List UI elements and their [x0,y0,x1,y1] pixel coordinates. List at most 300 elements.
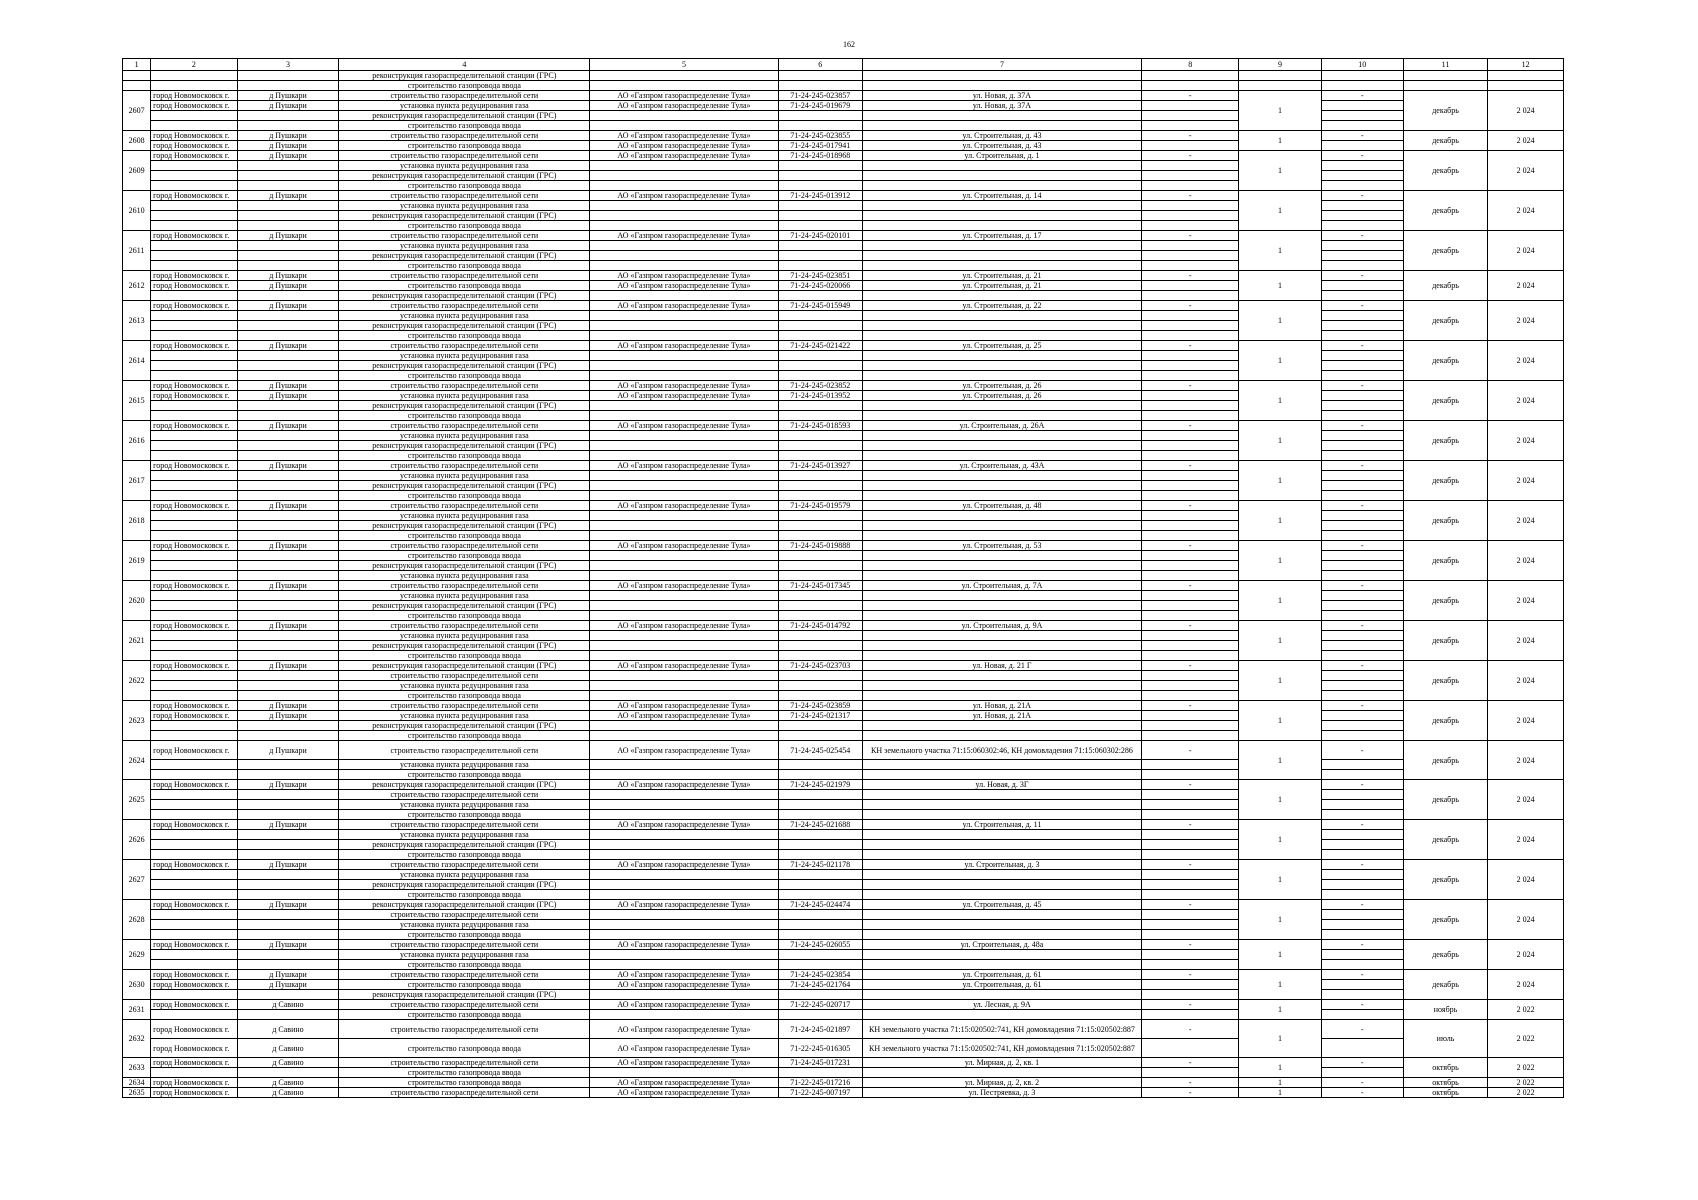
table-cell: 1 [1239,421,1321,461]
table-cell [862,321,1141,331]
table-cell: 71-24-245-021979 [778,780,862,790]
table-cell [1321,601,1403,611]
table-cell: АО «Газпром газораспределение Тула» [590,940,778,950]
table-cell [1321,641,1403,651]
table-cell [151,810,238,820]
table-row [123,1000,1564,1010]
table-cell [590,920,778,930]
table-cell: 2 024 [1488,501,1564,541]
table-cell [590,760,778,770]
table-cell: - [1142,1000,1239,1010]
table-cell [1142,790,1239,800]
table-cell: установка пункта редуцирования газа [339,571,590,581]
table-cell: д Пушкари [237,381,339,391]
table-cell: - [1321,701,1403,711]
table-cell [862,800,1141,810]
table-cell: город Новомосковск г. [151,461,238,471]
table-cell [862,1010,1141,1020]
table-row [123,111,1564,121]
table-cell: реконструкция газораспределительной станции (ГРС) [339,171,590,181]
table-cell [778,1010,862,1020]
table-cell: строительство газопровода ввода [339,261,590,271]
table-cell [151,331,238,341]
table-cell: строительство газораспределительной сети [339,461,590,471]
table-cell [151,760,238,770]
table-cell: д Пушкари [237,421,339,431]
table-cell: город Новомосковск г. [151,281,238,291]
table-cell: 1 [1239,970,1321,1000]
table-cell: 2612 [123,271,151,301]
table-cell: - [1142,581,1239,591]
table-cell: строительство газопровода ввода [339,1078,590,1088]
table-row [123,910,1564,920]
table-cell: 2 024 [1488,701,1564,741]
table-cell: - [1321,621,1403,631]
table-cell: 2625 [123,780,151,820]
table-cell: строительство газопровода ввода [339,531,590,541]
table-cell: 2617 [123,461,151,501]
table-cell [590,451,778,461]
table-cell: 71-24-245-017231 [778,1058,862,1068]
table-cell [1142,561,1239,571]
table-row [123,551,1564,561]
table-cell [778,591,862,601]
table-cell: АО «Газпром газораспределение Тула» [590,281,778,291]
table-cell [1239,71,1321,81]
table-cell: - [1321,301,1403,311]
table-cell: - [1142,940,1239,950]
table-row [123,890,1564,900]
table-cell [123,81,151,91]
table-cell: - [1321,151,1403,161]
table-cell: установка пункта редуцирования газа [339,800,590,810]
table-cell: город Новомосковск г. [151,1039,238,1058]
table-cell [1321,850,1403,860]
table-row [123,261,1564,271]
table-cell: город Новомосковск г. [151,421,238,431]
table-cell: ул. Строительная, д. 26А [862,421,1141,431]
table-cell: декабрь [1403,701,1487,741]
table-cell: - [1142,1088,1239,1098]
table-cell [237,201,339,211]
table-cell: АО «Газпром газораспределение Тула» [590,741,778,760]
registry-table [122,58,1564,1098]
table-cell: 71-24-245-013952 [778,391,862,401]
table-cell: 71-24-245-021688 [778,820,862,830]
table-cell: ул. Строительная, д. 43 [862,141,1141,151]
table-cell [1142,211,1239,221]
table-cell: город Новомосковск г. [151,741,238,760]
table-cell: - [1321,820,1403,830]
table-row [123,91,1564,101]
table-row [123,351,1564,361]
table-cell [778,770,862,780]
table-row [123,521,1564,531]
table-cell [862,211,1141,221]
table-cell: д Пушкари [237,301,339,311]
table-cell [1142,920,1239,930]
table-cell [237,721,339,731]
table-cell: 71-22-245-016305 [778,1039,862,1058]
table-cell [862,361,1141,371]
table-cell [151,81,238,91]
table-cell [151,441,238,451]
table-cell [862,691,1141,701]
table-cell [237,800,339,810]
table-cell: 71-24-245-023703 [778,661,862,671]
table-cell [778,950,862,960]
table-cell [1321,760,1403,770]
table-cell: 2 024 [1488,341,1564,381]
table-cell [590,840,778,850]
table-cell: - [1142,541,1239,551]
table-cell: АО «Газпром газораспределение Тула» [590,661,778,671]
table-row [123,1039,1564,1058]
table-cell: город Новомосковск г. [151,271,238,281]
table-cell [237,221,339,231]
table-cell [151,551,238,561]
table-cell [778,880,862,890]
table-row [123,830,1564,840]
table-cell: 1 [1239,1078,1321,1088]
table-cell [778,521,862,531]
table-cell: декабрь [1403,381,1487,421]
table-row [123,191,1564,201]
table-row [123,201,1564,211]
table-cell [862,161,1141,171]
table-cell [778,611,862,621]
table-cell: - [1321,271,1403,281]
table-cell: декабрь [1403,231,1487,271]
table-cell: 2609 [123,151,151,191]
table-cell: строительство газопровода ввода [339,1068,590,1078]
table-cell: строительство газопровода ввода [339,980,590,990]
table-cell [151,251,238,261]
table-cell: 71-24-245-021178 [778,860,862,870]
table-cell [237,451,339,461]
table-cell: строительство газораспределительной сети [339,741,590,760]
table-cell: - [1142,1078,1239,1088]
table-row [123,701,1564,711]
table-cell [151,681,238,691]
table-cell [778,800,862,810]
table-row [123,681,1564,691]
table-cell [862,251,1141,261]
table-cell: строительство газораспределительной сети [339,1088,590,1098]
table-cell [862,171,1141,181]
table-cell [1321,241,1403,251]
table-cell [237,441,339,451]
table-cell [1321,731,1403,741]
table-cell: 2 024 [1488,661,1564,701]
table-row [123,401,1564,411]
table-cell [1142,870,1239,880]
table-cell [237,611,339,621]
table-cell [1142,511,1239,521]
table-cell: ул. Строительная, д. 25 [862,341,1141,351]
table-row [123,391,1564,401]
table-cell [1142,681,1239,691]
table-cell: строительство газопровода ввода [339,141,590,151]
table-cell: город Новомосковск г. [151,940,238,950]
table-cell [862,201,1141,211]
table-row [123,171,1564,181]
table-cell [590,731,778,741]
table-cell: АО «Газпром газораспределение Тула» [590,970,778,980]
table-cell [590,411,778,421]
table-cell: 2 024 [1488,860,1564,900]
table-cell: декабрь [1403,421,1487,461]
table-cell [151,351,238,361]
table-cell [1142,611,1239,621]
table-cell [590,431,778,441]
table-cell: - [1321,780,1403,790]
table-cell: реконструкция газораспределительной станции (ГРС) [339,780,590,790]
table-cell [1321,721,1403,731]
table-cell [590,910,778,920]
table-cell: 2614 [123,341,151,381]
table-cell: АО «Газпром газораспределение Тула» [590,820,778,830]
table-cell: - [1142,780,1239,790]
table-cell: реконструкция газораспределительной станции (ГРС) [339,481,590,491]
table-cell: - [1142,501,1239,511]
table-cell: декабрь [1403,581,1487,621]
table-cell: строительство газораспределительной сети [339,820,590,830]
table-cell: 1 [1239,151,1321,191]
table-cell [1321,770,1403,780]
table-row [123,1058,1564,1068]
table-cell: д Пушкари [237,860,339,870]
table-cell: - [1321,381,1403,391]
table-cell: ноябрь [1403,1000,1487,1020]
table-cell [237,731,339,741]
table-cell [778,531,862,541]
table-cell [1321,800,1403,810]
table-cell: реконструкция газораспределительной станции (ГРС) [339,321,590,331]
table-cell [590,930,778,940]
table-cell: АО «Газпром газораспределение Тула» [590,421,778,431]
table-row [123,371,1564,381]
table-cell [1142,910,1239,920]
table-cell: ул. Новая, д. 37А [862,101,1141,111]
table-cell [590,241,778,251]
table-cell: 71-24-245-020066 [778,281,862,291]
table-cell [862,810,1141,820]
table-cell: город Новомосковск г. [151,820,238,830]
table-cell: город Новомосковск г. [151,980,238,990]
table-cell: - [1321,501,1403,511]
table-cell [151,840,238,850]
table-cell [1321,201,1403,211]
table-row [123,281,1564,291]
table-cell: строительство газопровода ввода [339,611,590,621]
table-cell [151,651,238,661]
table-cell: ул. Строительная, д. 43 [862,131,1141,141]
table-cell: - [1142,900,1239,910]
table-cell [1321,810,1403,820]
table-row [123,611,1564,621]
table-cell: 71-24-245-023855 [778,131,862,141]
column-header: 10 [1321,59,1403,71]
table-cell [778,441,862,451]
table-cell: реконструкция газораспределительной станции (ГРС) [339,401,590,411]
table-cell [778,411,862,421]
table-cell [237,471,339,481]
table-row [123,561,1564,571]
table-cell: АО «Газпром газораспределение Тула» [590,461,778,471]
table-cell: реконструкция газораспределительной станции (ГРС) [339,211,590,221]
table-cell [590,291,778,301]
table-cell: город Новомосковск г. [151,621,238,631]
table-cell [1321,491,1403,501]
table-cell: строительство газораспределительной сети [339,131,590,141]
table-cell: АО «Газпром газораспределение Тула» [590,391,778,401]
table-cell: 71-24-245-024474 [778,900,862,910]
table-cell [1321,830,1403,840]
table-cell [1321,521,1403,531]
table-cell [862,840,1141,850]
table-cell [1142,281,1239,291]
table-cell: строительство газораспределительной сети [339,1020,590,1039]
table-row [123,311,1564,321]
table-cell [778,371,862,381]
table-row [123,731,1564,741]
table-cell: - [1321,341,1403,351]
table-cell [151,731,238,741]
table-cell [590,1068,778,1078]
table-cell: город Новомосковск г. [151,541,238,551]
table-cell: ул. Строительная, д. 53 [862,541,1141,551]
table-cell: 2 024 [1488,621,1564,661]
table-cell: строительство газопровода ввода [339,651,590,661]
table-cell: июль [1403,1020,1487,1058]
table-cell [590,371,778,381]
table-cell: - [1321,1088,1403,1098]
table-cell: АО «Газпром газораспределение Тула» [590,501,778,511]
table-cell [778,910,862,920]
table-cell: 1 [1239,940,1321,970]
table-cell [1321,870,1403,880]
table-cell [862,641,1141,651]
table-cell: строительство газораспределительной сети [339,341,590,351]
table-cell: КН земельного участка 71:15:020502:741, КН домовладения 71:15:020502:887 [862,1039,1141,1058]
table-cell: - [1142,341,1239,351]
table-cell [1321,890,1403,900]
table-row [123,231,1564,241]
table-cell [151,211,238,221]
table-cell [237,121,339,131]
table-cell [237,631,339,641]
table-cell [237,840,339,850]
column-header: 12 [1488,59,1564,71]
table-cell [1142,291,1239,301]
table-cell [862,121,1141,131]
table-cell [590,441,778,451]
table-cell [862,451,1141,461]
table-cell: строительство газораспределительной сети [339,231,590,241]
table-cell: КН земельного участка 71:15:060302:46, КН домовладения 71:15:060302:286 [862,741,1141,760]
table-cell [1321,790,1403,800]
table-cell: строительство газораспределительной сети [339,581,590,591]
table-cell: декабрь [1403,271,1487,301]
table-cell [237,181,339,191]
table-cell [151,481,238,491]
table-cell: АО «Газпром газораспределение Тула» [590,621,778,631]
table-cell [1142,471,1239,481]
table-cell: строительство газопровода ввода [339,221,590,231]
table-row [123,161,1564,171]
table-row [123,451,1564,461]
table-cell: ул. Строительная, д. 48а [862,940,1141,950]
table-cell: реконструкция газораспределительной станции (ГРС) [339,601,590,611]
table-cell: - [1142,860,1239,870]
table-cell: АО «Газпром газораспределение Тула» [590,1039,778,1058]
table-cell [1321,321,1403,331]
table-cell: город Новомосковск г. [151,231,238,241]
table-cell [1142,531,1239,541]
table-cell [778,930,862,940]
table-cell: 71-24-245-013912 [778,191,862,201]
table-cell: 1 [1239,1000,1321,1020]
table-cell: 1 [1239,131,1321,151]
table-cell [151,870,238,880]
table-cell: установка пункта редуцирования газа [339,511,590,521]
table-cell [778,321,862,331]
table-cell [237,830,339,840]
table-cell [237,111,339,121]
table-cell: декабрь [1403,661,1487,701]
table-cell: 2 024 [1488,581,1564,621]
table-cell [778,161,862,171]
table-row [123,980,1564,990]
table-cell [237,850,339,860]
table-cell: д Пушкари [237,621,339,631]
table-cell [778,571,862,581]
table-cell: 2 024 [1488,780,1564,820]
table-cell: 1 [1239,341,1321,381]
table-cell [862,401,1141,411]
table-cell: строительство газораспределительной сети [339,381,590,391]
table-cell [1321,161,1403,171]
table-cell: 71-24-245-018593 [778,421,862,431]
table-cell: 71-24-245-019679 [778,101,862,111]
table-cell: 2611 [123,231,151,271]
table-cell: строительство газораспределительной сети [339,790,590,800]
table-cell: строительство газопровода ввода [339,81,590,91]
table-cell [151,561,238,571]
table-row [123,271,1564,281]
table-row [123,251,1564,261]
table-cell [778,491,862,501]
table-cell [1142,850,1239,860]
column-header: 8 [1142,59,1239,71]
table-cell: декабрь [1403,151,1487,191]
table-cell [151,361,238,371]
table-cell: 71-22-245-007197 [778,1088,862,1098]
table-cell: строительство газопровода ввода [339,691,590,701]
table-cell [862,760,1141,770]
table-cell [778,870,862,880]
table-cell [237,671,339,681]
table-cell: 2634 [123,1078,151,1088]
table-row [123,461,1564,471]
table-cell: КН земельного участка 71:15:020502:741, КН домовладения 71:15:020502:887 [862,1020,1141,1039]
table-cell [862,431,1141,441]
table-cell [778,71,862,81]
table-cell: реконструкция газораспределительной станции (ГРС) [339,721,590,731]
table-row [123,211,1564,221]
table-cell [1142,990,1239,1000]
